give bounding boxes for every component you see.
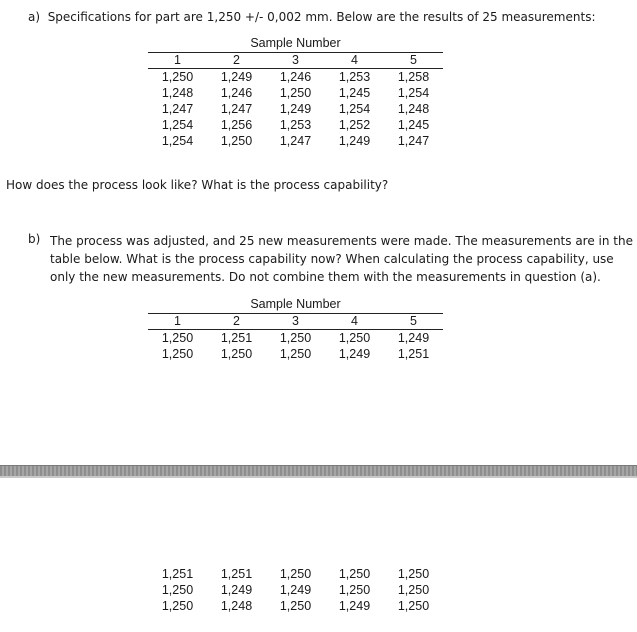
table-cell: 1,250 <box>279 599 312 613</box>
table-cell: 1,248 <box>397 102 430 116</box>
table-cell: 1,251 <box>397 347 430 361</box>
table-cell: 1,247 <box>220 102 253 116</box>
table-cell: 1,249 <box>338 134 371 148</box>
table-row <box>148 69 443 86</box>
table-row <box>148 85 443 101</box>
table-row <box>148 598 443 614</box>
table-cell: 1,250 <box>279 567 312 581</box>
table-row <box>148 346 443 362</box>
table-a-header: 4 <box>325 52 384 69</box>
table-b-title: Sample Number <box>250 297 341 311</box>
table-row <box>148 330 443 347</box>
table-cell: 1,250 <box>279 347 312 361</box>
table-cell: 1,250 <box>397 567 430 581</box>
table-cell: 1,248 <box>161 86 194 100</box>
table-cell: 1,245 <box>397 118 430 132</box>
part-b-line: The process was adjusted, and 25 new measurements were made. The measurements are in the <box>50 234 633 248</box>
table-cell: 1,250 <box>397 583 430 597</box>
table-b-header: 5 <box>384 313 443 330</box>
table-b-header: 4 <box>325 313 384 330</box>
table-cell: 1,251 <box>161 567 194 581</box>
table-cell: 1,250 <box>220 134 253 148</box>
table-cell: 1,256 <box>220 118 253 132</box>
table-a-header: 1 <box>148 52 207 69</box>
table-cell: 1,249 <box>397 331 430 345</box>
table-a-header-row <box>148 52 443 69</box>
table-row <box>148 101 443 117</box>
part-b-line: only the new measurements. Do not combine them with the measurements in question (a). <box>50 270 601 284</box>
part-b-paragraph <box>50 232 635 286</box>
table-cell: 1,251 <box>220 567 253 581</box>
table-cell: 1,250 <box>338 583 371 597</box>
table-b-header: 1 <box>148 313 207 330</box>
part-b-label: b) <box>28 232 41 246</box>
part-b-line: table below. What is the process capability now? When calculating the process capability, use <box>50 252 614 266</box>
table-cell: 1,252 <box>338 118 371 132</box>
table-cell: 1,249 <box>338 347 371 361</box>
table-cell: 1,251 <box>220 331 253 345</box>
table-cell: 1,250 <box>161 70 194 84</box>
table-cell: 1,247 <box>161 102 194 116</box>
table-cell: 1,250 <box>161 347 194 361</box>
table-b-header-row <box>148 313 443 330</box>
table-b-header: 3 <box>266 313 325 330</box>
page-break-line <box>0 476 637 478</box>
table-a-title: Sample Number <box>250 36 341 50</box>
table-a-header: 3 <box>266 52 325 69</box>
table-cell: 1,250 <box>161 331 194 345</box>
table-b-header: 2 <box>207 313 266 330</box>
table-row <box>148 133 443 149</box>
part-a-label: a) <box>28 10 41 24</box>
table-cell: 1,247 <box>397 134 430 148</box>
table-cell: 1,249 <box>279 583 312 597</box>
table-a-header: 5 <box>384 52 443 69</box>
table-cell: 1,250 <box>397 599 430 613</box>
table-cell: 1,254 <box>161 118 194 132</box>
table-cell: 1,250 <box>220 347 253 361</box>
table-b <box>148 313 443 362</box>
table-cell: 1,253 <box>338 70 371 84</box>
table-cell: 1,250 <box>279 331 312 345</box>
table-row <box>148 117 443 133</box>
table-cell: 1,246 <box>279 70 312 84</box>
part-a-followup: How does the process look like? What is the process capability? <box>6 178 389 192</box>
table-cell: 1,254 <box>161 134 194 148</box>
table-b-continued <box>148 566 443 614</box>
table-a-header: 2 <box>207 52 266 69</box>
table-cell: 1,249 <box>279 102 312 116</box>
table-cell: 1,258 <box>397 70 430 84</box>
table-cell: 1,246 <box>220 86 253 100</box>
table-row <box>148 566 443 582</box>
table-cell: 1,249 <box>220 70 253 84</box>
table-cell: 1,250 <box>161 583 194 597</box>
table-cell: 1,250 <box>279 86 312 100</box>
table-cell: 1,250 <box>161 599 194 613</box>
table-cell: 1,248 <box>220 599 253 613</box>
table-cell: 1,250 <box>338 567 371 581</box>
table-a <box>148 52 443 149</box>
table-cell: 1,249 <box>220 583 253 597</box>
table-cell: 1,250 <box>338 331 371 345</box>
table-cell: 1,247 <box>279 134 312 148</box>
table-cell: 1,245 <box>338 86 371 100</box>
table-cell: 1,254 <box>338 102 371 116</box>
table-cell: 1,254 <box>397 86 430 100</box>
table-cell: 1,249 <box>338 599 371 613</box>
table-cell: 1,253 <box>279 118 312 132</box>
part-a-question <box>28 8 596 26</box>
part-a-text: Specifications for part are 1,250 +/- 0,002 mm. Below are the results of 25 measurements: <box>47 10 596 24</box>
table-row <box>148 582 443 598</box>
